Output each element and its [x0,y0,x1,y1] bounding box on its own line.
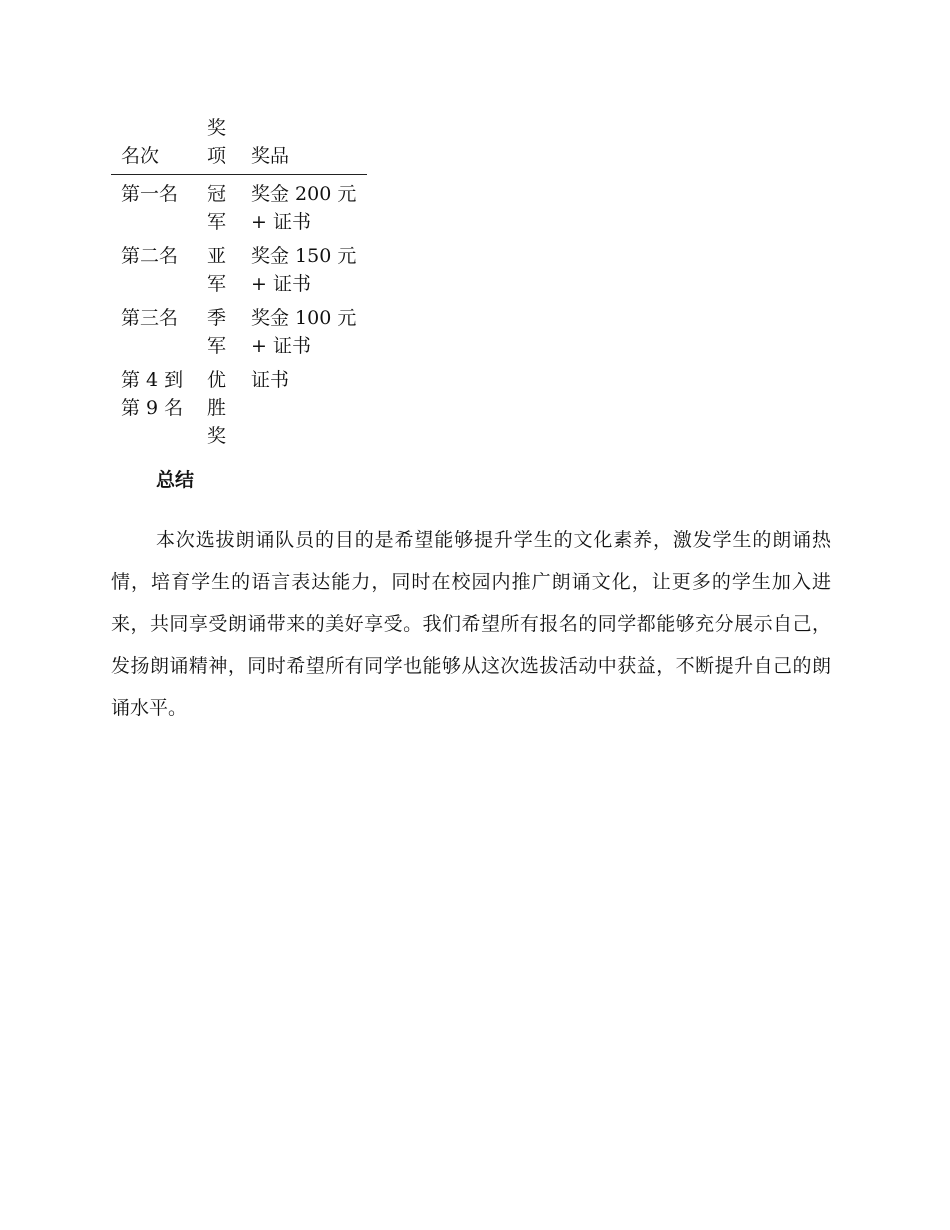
awards-table [111,114,367,456]
rank-text: 第 4 到 第 9 名 [121,369,184,419]
prize-text: 奖金 100 元 + 证书 [251,307,357,357]
table-row [111,242,367,304]
awards-table-body [111,175,367,457]
header-row [111,114,367,175]
award-cell [196,242,251,304]
header-award-label: 奖项 [207,117,227,167]
awards-table-header [111,114,367,175]
table-row [111,304,367,366]
award-cell [196,366,251,456]
summary-paragraph: 本次选拔朗诵队员的目的是希望能够提升学生的文化素养，激发学生的朗诵热情，培育学生的语言表达能力，同时在校园内推广朗诵文化，让更多的学生加入进来，共同享受朗诵带来的美好享受。我们希望所有报名的同学都能够充分展示自己，发扬朗诵精神，同时希望所有同学也能够从这次选拔活动中获益，不断提升自己的朗诵水平。 [111,529,831,719]
prize-cell [251,175,367,243]
rank-text: 第一名 [121,183,179,205]
header-rank-label: 名次 [121,145,160,167]
rank-text: 第二名 [121,245,179,267]
table-row [111,175,367,243]
award-cell [196,304,251,366]
header-rank [111,114,196,175]
header-prize-label: 奖品 [251,145,290,167]
header-award [196,114,251,175]
rank-cell [111,242,196,304]
award-text: 亚军 [207,245,227,295]
rank-cell [111,366,196,456]
rank-text: 第三名 [121,307,179,329]
header-prize [251,114,367,175]
prize-text: 奖金 150 元 + 证书 [251,245,357,295]
award-text: 季军 [207,307,227,357]
prize-text: 证书 [251,369,290,391]
prize-cell [251,304,367,366]
table-row [111,366,367,456]
award-text: 冠军 [207,183,227,233]
summary-heading: 总结 [156,469,195,491]
prize-cell [251,366,367,456]
award-cell [196,175,251,243]
rank-cell [111,175,196,243]
prize-text: 奖金 200 元 + 证书 [251,183,357,233]
award-text: 优胜奖 [207,369,227,447]
prize-cell [251,242,367,304]
rank-cell [111,304,196,366]
